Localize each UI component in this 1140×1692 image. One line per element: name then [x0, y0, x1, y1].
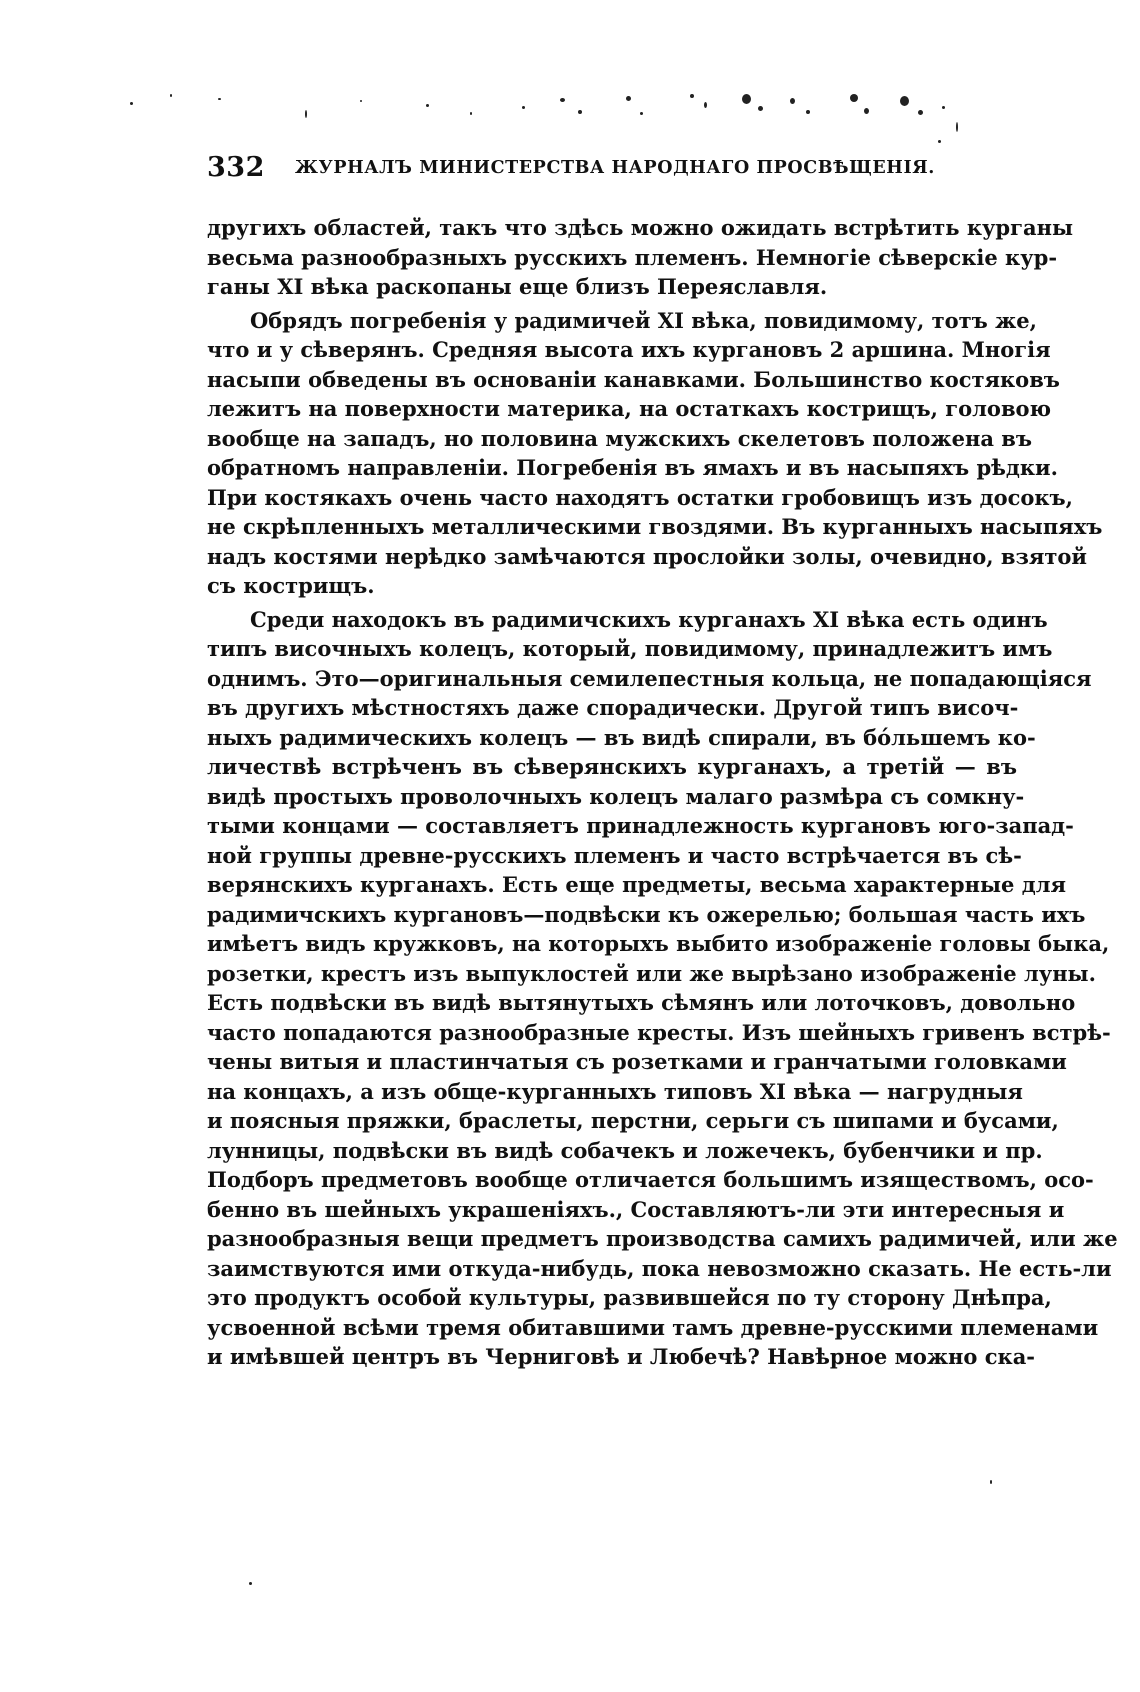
- paragraph: [207, 306, 1103, 601]
- scan-speck: [249, 1582, 252, 1585]
- body-text: [207, 213, 1118, 1372]
- text-line: бенно въ шейныхъ украшеніяхъ., Составляютъ-ли эти интересныя и: [207, 1196, 1065, 1222]
- paragraph: [207, 213, 1074, 302]
- text-line: ныхъ радимическихъ колецъ — въ видѣ спирали, въ бо́льшемъ ко-: [207, 724, 1036, 750]
- paragraph: [207, 605, 1118, 1372]
- text-line: это продуктъ особой культуры, развившейся по ту сторону Днѣпра,: [207, 1285, 1052, 1310]
- text-line: весьма разнообразныхъ русскихъ племенъ. Немногіе сѣверскіе кур-: [207, 244, 1058, 270]
- text-line: насыпи обведены въ основаніи канавками. Большинство костяковъ: [207, 366, 1060, 392]
- text-line: надъ костями нерѣдко замѣчаются прослойки золы, очевидно, взятой: [207, 543, 1088, 569]
- text-line: заимствуются ими откуда-нибудь, пока невозможно сказать. Не есть-ли: [207, 1255, 1112, 1281]
- text-line: часто попадаются разнообразные кресты. Изъ шейныхъ гривенъ встрѣ-: [207, 1019, 1111, 1045]
- text-line: разнообразныя вещи предметъ производства самихъ радимичей, или же: [207, 1226, 1118, 1251]
- page-header: [207, 152, 935, 192]
- text-line: ганы XI вѣка раскопаны еще близъ Переяславля.: [207, 274, 828, 299]
- text-line: съ кострищъ.: [207, 573, 375, 598]
- text-line: однимъ. Это—оригинальныя семилепестныя кольца, не попадающіяся: [207, 665, 1092, 691]
- text-line: въ другихъ мѣстностяхъ даже спорадически. Другой типъ височ-: [207, 695, 1019, 720]
- text-line: типъ височныхъ колецъ, который, повидимому, принадлежитъ имъ: [207, 636, 1053, 661]
- text-line: верянскихъ курганахъ. Есть еще предметы, весьма характерные для: [207, 872, 1067, 897]
- text-line: тыми концами — составляетъ принадлежность кургановъ юго-запад-: [207, 813, 1074, 838]
- text-line: что и у сѣверянъ. Средняя высота ихъ кургановъ 2 аршина. Многія: [207, 337, 1051, 362]
- text-line: лежитъ на поверхности материка, на остаткахъ кострищъ, головою: [207, 396, 1052, 421]
- text-line: При костякахъ очень часто находятъ остатки гробовищъ изъ досокъ,: [207, 484, 1073, 510]
- text-line: чены витыя и пластинчатыя съ розетками и гранчатыми головками: [207, 1049, 1067, 1074]
- text-line: Обрядъ погребенія у радимичей XI вѣка, повидимому, тотъ же,: [250, 307, 1037, 333]
- text-line: другихъ областей, такъ что здѣсь можно ожидать встрѣтить курганы: [207, 215, 1074, 240]
- text-line: личествѣ встрѣченъ въ сѣверянскихъ курганахъ, а третій — въ: [207, 754, 1017, 779]
- page-number: 332: [207, 152, 265, 183]
- text-line: Подборъ предметовъ вообще отличается большимъ изяществомъ, осо-: [207, 1167, 1094, 1192]
- text-line: розетки, крестъ изъ выпуклостей или же вырѣзано изображеніе луны.: [207, 960, 1096, 986]
- text-line: радимичскихъ кургановъ—подвѣски къ ожерелью; большая часть ихъ: [207, 901, 1086, 927]
- text-line: и поясныя пряжки, браслеты, перстни, серьги съ шипами и бусами,: [207, 1108, 1059, 1133]
- text-line: не скрѣпленныхъ металлическими гвоздями. Въ курганныхъ насыпяхъ: [207, 514, 1103, 539]
- scan-speck: [990, 1480, 992, 1484]
- text-line: на концахъ, а изъ обще-курганныхъ типовъ XI вѣка — нагрудныя: [207, 1078, 1023, 1104]
- text-line: Среди находокъ въ радимичскихъ курганахъ XI вѣка есть одинъ: [250, 606, 1048, 632]
- text-line: и имѣвшей центръ въ Черниговѣ и Любечѣ? Навѣрное можно ска-: [207, 1344, 1036, 1369]
- text-line: лунницы, подвѣски въ видѣ собачекъ и ложечекъ, бубенчики и пр.: [207, 1137, 1043, 1163]
- text-line: Есть подвѣски въ видѣ вытянутыхъ сѣмянъ или лоточковъ, довольно: [207, 990, 1076, 1015]
- text-line: обратномъ направленіи. Погребенія въ ямахъ и въ насыпяхъ рѣдки.: [207, 455, 1058, 480]
- text-line: усвоенной всѣми тремя обитавшими тамъ древне-русскими племенами: [207, 1314, 1099, 1340]
- text-line: имѣетъ видъ кружковъ, на которыхъ выбито изображеніе головы быка,: [207, 931, 1110, 956]
- text-line: вообще на западъ, но половина мужскихъ скелетовъ положена въ: [207, 425, 1032, 451]
- text-line: видѣ простыхъ проволочныхъ колецъ малаго размѣра съ сомкну-: [207, 783, 1025, 809]
- text-line: ной группы древне-русскихъ племенъ и часто встрѣчается въ сѣ-: [207, 842, 1022, 868]
- running-head: ЖУРНАЛЪ МИНИСТЕРСТВА НАРОДНАГО ПРОСВѢЩЕНІЯ.: [295, 158, 935, 178]
